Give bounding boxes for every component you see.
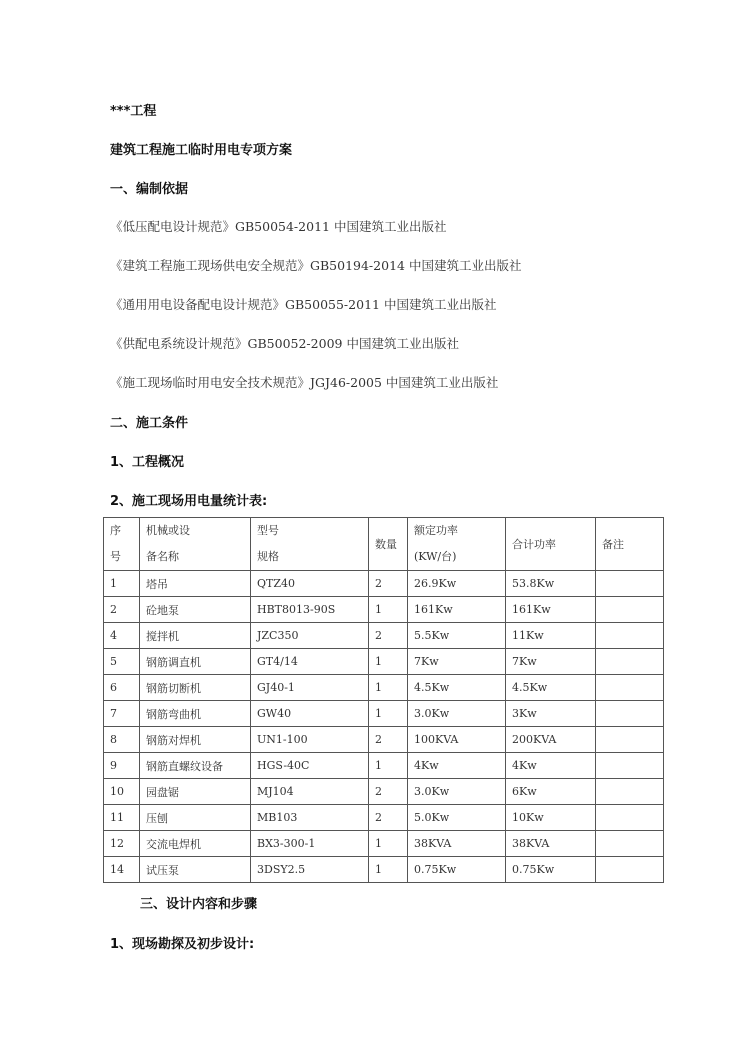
cell-qty: 1 xyxy=(369,649,408,675)
cell-remark xyxy=(596,701,664,727)
subheading-power-table: 2、施工现场用电量统计表: xyxy=(110,494,268,509)
reference-item: 《施工现场临时用电安全技术规范》JGJ46-2005 中国建筑工业出版社 xyxy=(110,375,499,390)
table-row xyxy=(104,571,664,597)
cell-rated: 0.75Kw xyxy=(408,857,506,883)
cell-qty: 2 xyxy=(369,727,408,753)
cell-remark xyxy=(596,623,664,649)
cell-no: 8 xyxy=(104,727,140,753)
section-heading-design: 三、设计内容和步骤 xyxy=(140,897,258,912)
cell-remark xyxy=(596,571,664,597)
cell-remark xyxy=(596,649,664,675)
cell-qty: 1 xyxy=(369,857,408,883)
cell-rated: 161Kw xyxy=(408,597,506,623)
cell-no: 14 xyxy=(104,857,140,883)
cell-name: 砼地泵 xyxy=(140,597,251,623)
table-header-row xyxy=(104,518,664,571)
cell-name: 钢筋切断机 xyxy=(140,675,251,701)
project-name: ***工程 xyxy=(110,104,157,119)
cell-rated: 100KVA xyxy=(408,727,506,753)
table-row xyxy=(104,701,664,727)
table-row xyxy=(104,805,664,831)
cell-rated: 3.0Kw xyxy=(408,701,506,727)
cell-total: 161Kw xyxy=(506,597,596,623)
cell-model: MB103 xyxy=(251,805,369,831)
cell-rated: 4Kw xyxy=(408,753,506,779)
cell-name: 压刨 xyxy=(140,805,251,831)
section-heading-basis: 一、编制依据 xyxy=(110,182,189,197)
cell-model: QTZ40 xyxy=(251,571,369,597)
document-title: 建筑工程施工临时用电专项方案 xyxy=(110,143,293,158)
table-row xyxy=(104,597,664,623)
cell-total: 38KVA xyxy=(506,831,596,857)
cell-total: 3Kw xyxy=(506,701,596,727)
cell-qty: 2 xyxy=(369,779,408,805)
header-no: 序 号 xyxy=(104,518,140,571)
cell-qty: 1 xyxy=(369,701,408,727)
cell-no: 9 xyxy=(104,753,140,779)
cell-model: GT4/14 xyxy=(251,649,369,675)
cell-qty: 1 xyxy=(369,597,408,623)
cell-rated: 3.0Kw xyxy=(408,779,506,805)
table-row xyxy=(104,623,664,649)
reference-item: 《通用用电设备配电设计规范》GB50055-2011 中国建筑工业出版社 xyxy=(110,297,497,312)
cell-total: 200KVA xyxy=(506,727,596,753)
cell-name: 交流电焊机 xyxy=(140,831,251,857)
cell-qty: 2 xyxy=(369,571,408,597)
header-name: 机械或设 备名称 xyxy=(140,518,251,571)
cell-model: HBT8013-90S xyxy=(251,597,369,623)
cell-total: 6Kw xyxy=(506,779,596,805)
cell-qty: 2 xyxy=(369,623,408,649)
cell-qty: 1 xyxy=(369,675,408,701)
cell-model: BX3-300-1 xyxy=(251,831,369,857)
cell-qty: 1 xyxy=(369,831,408,857)
cell-remark xyxy=(596,597,664,623)
cell-qty: 2 xyxy=(369,805,408,831)
cell-no: 2 xyxy=(104,597,140,623)
reference-item: 《供配电系统设计规范》GB50052-2009 中国建筑工业出版社 xyxy=(110,336,459,351)
cell-model: 3DSY2.5 xyxy=(251,857,369,883)
table-row xyxy=(104,675,664,701)
cell-rated: 5.0Kw xyxy=(408,805,506,831)
table-row xyxy=(104,857,664,883)
cell-rated: 38KVA xyxy=(408,831,506,857)
reference-item: 《低压配电设计规范》GB50054-2011 中国建筑工业出版社 xyxy=(110,219,447,234)
cell-no: 1 xyxy=(104,571,140,597)
cell-no: 10 xyxy=(104,779,140,805)
cell-total: 11Kw xyxy=(506,623,596,649)
subheading-survey: 1、现场勘探及初步设计: xyxy=(110,937,255,952)
cell-rated: 7Kw xyxy=(408,649,506,675)
header-rated-power: 额定功率 (KW/台) xyxy=(408,518,506,571)
table-row xyxy=(104,831,664,857)
cell-name: 园盘锯 xyxy=(140,779,251,805)
cell-model: GJ40-1 xyxy=(251,675,369,701)
cell-total: 53.8Kw xyxy=(506,571,596,597)
table-row xyxy=(104,649,664,675)
cell-remark xyxy=(596,831,664,857)
cell-name: 塔吊 xyxy=(140,571,251,597)
cell-model: UN1-100 xyxy=(251,727,369,753)
cell-remark xyxy=(596,857,664,883)
cell-no: 11 xyxy=(104,805,140,831)
header-qty: 数量 xyxy=(369,518,408,571)
cell-name: 钢筋对焊机 xyxy=(140,727,251,753)
cell-remark xyxy=(596,779,664,805)
cell-model: JZC350 xyxy=(251,623,369,649)
cell-total: 7Kw xyxy=(506,649,596,675)
cell-rated: 26.9Kw xyxy=(408,571,506,597)
cell-total: 0.75Kw xyxy=(506,857,596,883)
table-row xyxy=(104,753,664,779)
header-model: 型号 规格 xyxy=(251,518,369,571)
cell-qty: 1 xyxy=(369,753,408,779)
cell-name: 钢筋直螺纹设备 xyxy=(140,753,251,779)
cell-name: 钢筋调直机 xyxy=(140,649,251,675)
cell-total: 4.5Kw xyxy=(506,675,596,701)
header-remark: 备注 xyxy=(596,518,664,571)
cell-no: 4 xyxy=(104,623,140,649)
section-heading-conditions: 二、施工条件 xyxy=(110,416,189,431)
cell-name: 钢筋弯曲机 xyxy=(140,701,251,727)
cell-model: GW40 xyxy=(251,701,369,727)
cell-no: 5 xyxy=(104,649,140,675)
cell-remark xyxy=(596,675,664,701)
power-usage-table xyxy=(103,517,664,883)
table-row xyxy=(104,727,664,753)
cell-total: 10Kw xyxy=(506,805,596,831)
cell-model: HGS-40C xyxy=(251,753,369,779)
table-row xyxy=(104,779,664,805)
reference-item: 《建筑工程施工现场供电安全规范》GB50194-2014 中国建筑工业出版社 xyxy=(110,258,522,273)
cell-no: 6 xyxy=(104,675,140,701)
cell-remark xyxy=(596,727,664,753)
cell-no: 12 xyxy=(104,831,140,857)
cell-model: MJ104 xyxy=(251,779,369,805)
cell-remark xyxy=(596,805,664,831)
cell-rated: 5.5Kw xyxy=(408,623,506,649)
cell-name: 试压泵 xyxy=(140,857,251,883)
cell-total: 4Kw xyxy=(506,753,596,779)
cell-rated: 4.5Kw xyxy=(408,675,506,701)
cell-remark xyxy=(596,753,664,779)
cell-no: 7 xyxy=(104,701,140,727)
cell-name: 搅拌机 xyxy=(140,623,251,649)
header-total-power: 合计功率 xyxy=(506,518,596,571)
subheading-overview: 1、工程概况 xyxy=(110,455,185,470)
